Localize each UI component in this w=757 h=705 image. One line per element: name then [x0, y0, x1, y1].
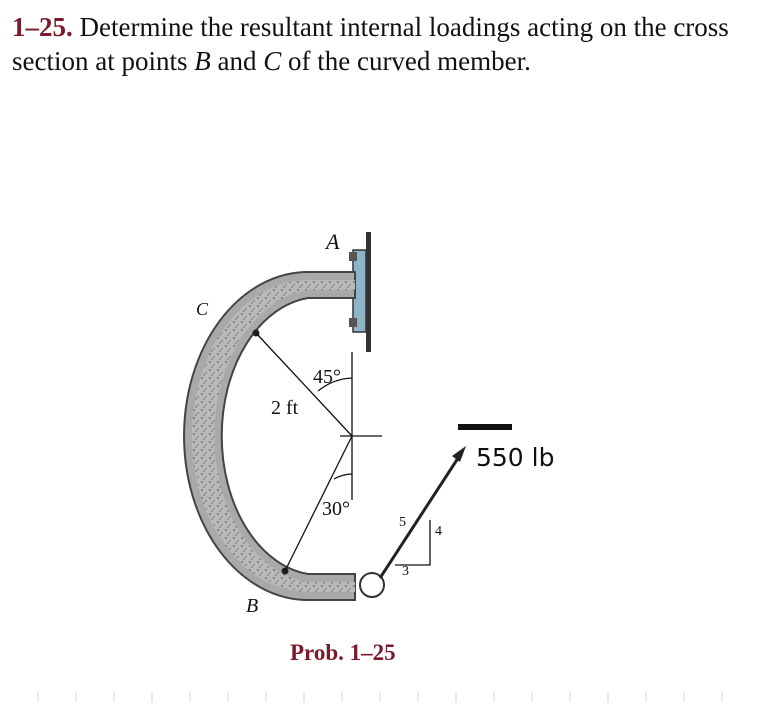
bolt-bottom: [349, 318, 357, 327]
slope-label-3: 3: [402, 564, 409, 579]
label-c: C: [196, 299, 209, 319]
problem-number: 1–25.: [12, 12, 73, 42]
problem-text-and: and: [210, 46, 264, 76]
figure-caption: Prob. 1–25: [290, 640, 396, 665]
angle-label-45: 45°: [313, 366, 341, 388]
problem-text-2: of the curved member.: [281, 46, 531, 76]
label-a: A: [326, 229, 340, 254]
angle-arc-30: [334, 474, 352, 479]
redaction-scribble: [458, 424, 512, 430]
angle-label-30: 30°: [322, 498, 350, 520]
force-arrow-shaft: [380, 452, 462, 578]
problem-text-1: Determine the resultant internal loadings acting on the cross section at points: [12, 12, 729, 76]
label-b: B: [246, 595, 259, 617]
point-b-ref: B: [194, 46, 211, 76]
slope-label-5: 5: [399, 515, 406, 530]
force-label: 550 lb: [476, 443, 555, 472]
radius-label: 2 ft: [271, 397, 299, 419]
slope-label-4: 4: [435, 524, 442, 539]
point-c-ref: C: [263, 46, 282, 76]
force-arrowhead: [452, 446, 466, 462]
bottom-tick-strip: [0, 690, 757, 705]
bolt-top: [349, 252, 357, 261]
